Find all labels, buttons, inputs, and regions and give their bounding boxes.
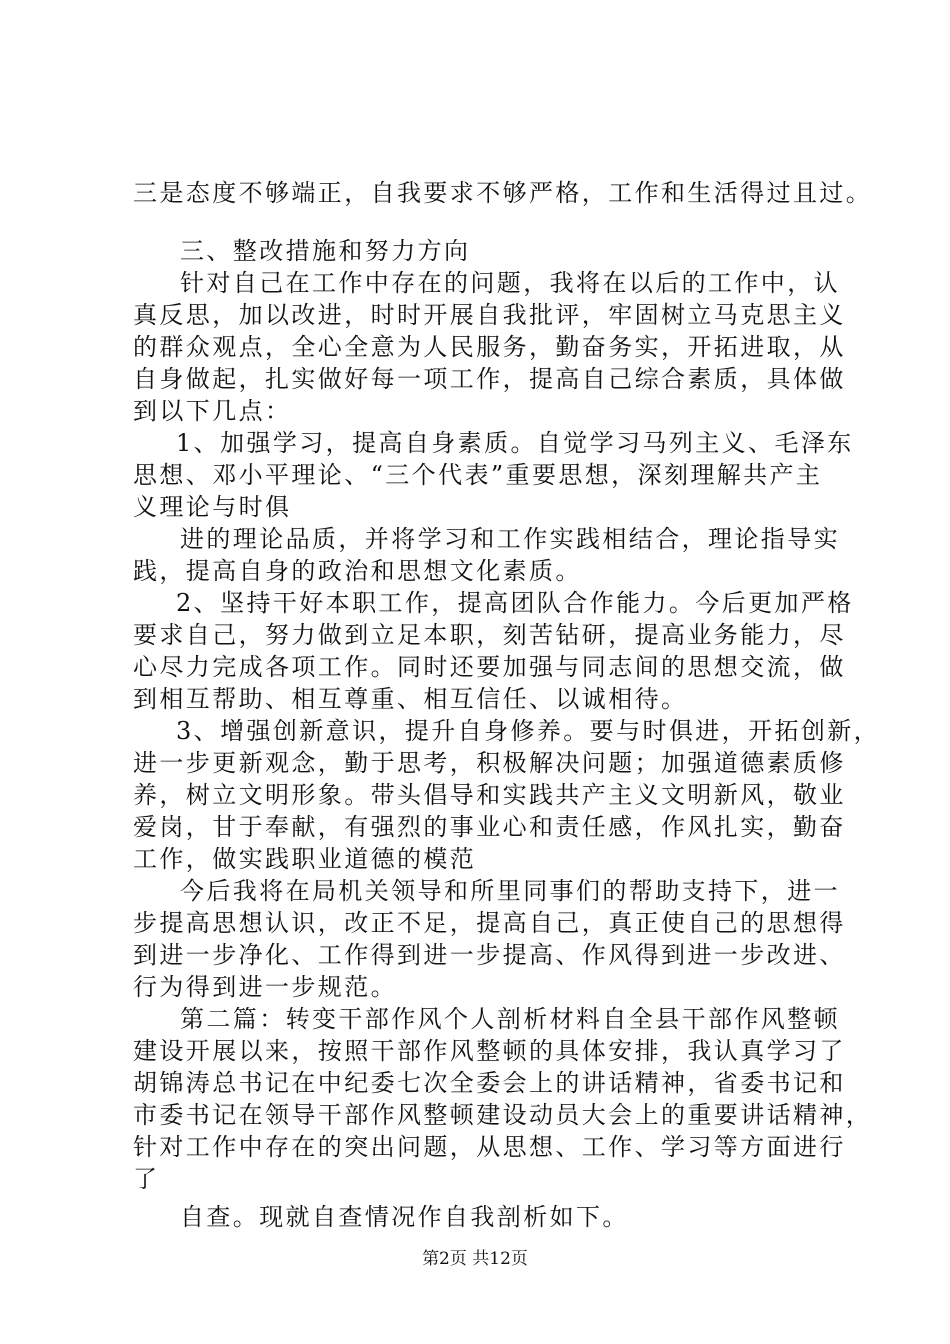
text-line: 进一步更新观念，勤于思考，积极解决问题；加强道德素质修 — [133, 749, 846, 777]
text-line: 行为得到进一步规范。 — [133, 973, 397, 1001]
text-line: 真反思，加以改进，时时开展自我批评，牢固树立马克思主义 — [133, 301, 846, 329]
text-line: 到相互帮助、相互尊重、相互信任、以诚相待。 — [133, 685, 688, 713]
text-line: 思想、邓小平理论、“三个代表”重要思想，深刻理解共产主 — [133, 461, 823, 489]
text-line: 的群众观点，全心全意为人民服务，勤奋务实，开拓进取，从 — [133, 333, 846, 361]
text-line: 到以下几点： — [133, 397, 292, 425]
text-line: 义理论与时俱 — [133, 493, 292, 521]
text-line: 针对自己在工作中存在的问题，我将在以后的工作中，认 — [180, 269, 840, 297]
text-line: 到进一步净化、工作得到进一步提高、作风得到进一步改进、 — [133, 941, 846, 969]
text-line: 三是态度不够端正，自我要求不够严格，工作和生活得过且过。 — [133, 179, 873, 207]
text-line: 今后我将在局机关领导和所里同事们的帮助支持下，进一 — [180, 877, 840, 905]
text-line: 要求自己，努力做到立足本职，刻苦钻研，提高业务能力，尽 — [133, 621, 846, 649]
text-line: 进的理论品质，并将学习和工作实践相结合，理论指导实 — [180, 525, 840, 553]
text-line: 践，提高自身的政治和思想文化素质。 — [133, 557, 582, 585]
text-line: 自身做起，扎实做好每一项工作，提高自己综合素质，具体做 — [133, 365, 846, 393]
text-line: 了 — [133, 1165, 160, 1193]
page-footer: 第2页 共12页 — [422, 1249, 528, 1269]
text-line: 爱岗，甘于奉献，有强烈的事业心和责任感，作风扎实，勤奋 — [133, 813, 846, 841]
text-line: 胡锦涛总书记在中纪委七次全委会上的讲话精神，省委书记和 — [133, 1069, 846, 1097]
text-line: 心尽力完成各项工作。同时还要加强与同志间的思想交流，做 — [133, 653, 846, 681]
text-line: 建设开展以来，按照干部作风整顿的具体安排，我认真学习了 — [133, 1037, 846, 1065]
text-line: 针对工作中存在的突出问题，从思想、工作、学习等方面进行 — [133, 1133, 846, 1161]
text-line: 市委书记在领导干部作风整顿建设动员大会上的重要讲话精神， — [133, 1101, 873, 1129]
text-line: 第二篇：转变干部作风个人剖析材料自全县干部作风整顿 — [180, 1005, 840, 1033]
text-line: 工作，做实践职业道德的模范 — [133, 845, 477, 873]
section-heading: 三、整改措施和努力方向 — [180, 237, 471, 265]
text-line: 2、坚持干好本职工作，提高团队合作能力。今后更加严格 — [176, 589, 854, 617]
text-line: 养，树立文明形象。带头倡导和实践共产主义文明新风，敬业 — [133, 781, 846, 809]
text-line: 自查。现就自查情况作自我剖析如下。 — [180, 1203, 629, 1231]
text-line: 3、增强创新意识，提升自身修养。要与时俱进，开拓创新， — [176, 717, 881, 745]
text-line: 1、加强学习，提高自身素质。自觉学习马列主义、毛泽东 — [176, 429, 854, 457]
text-line: 步提高思想认识，改正不足，提高自己，真正使自己的思想得 — [133, 909, 846, 937]
